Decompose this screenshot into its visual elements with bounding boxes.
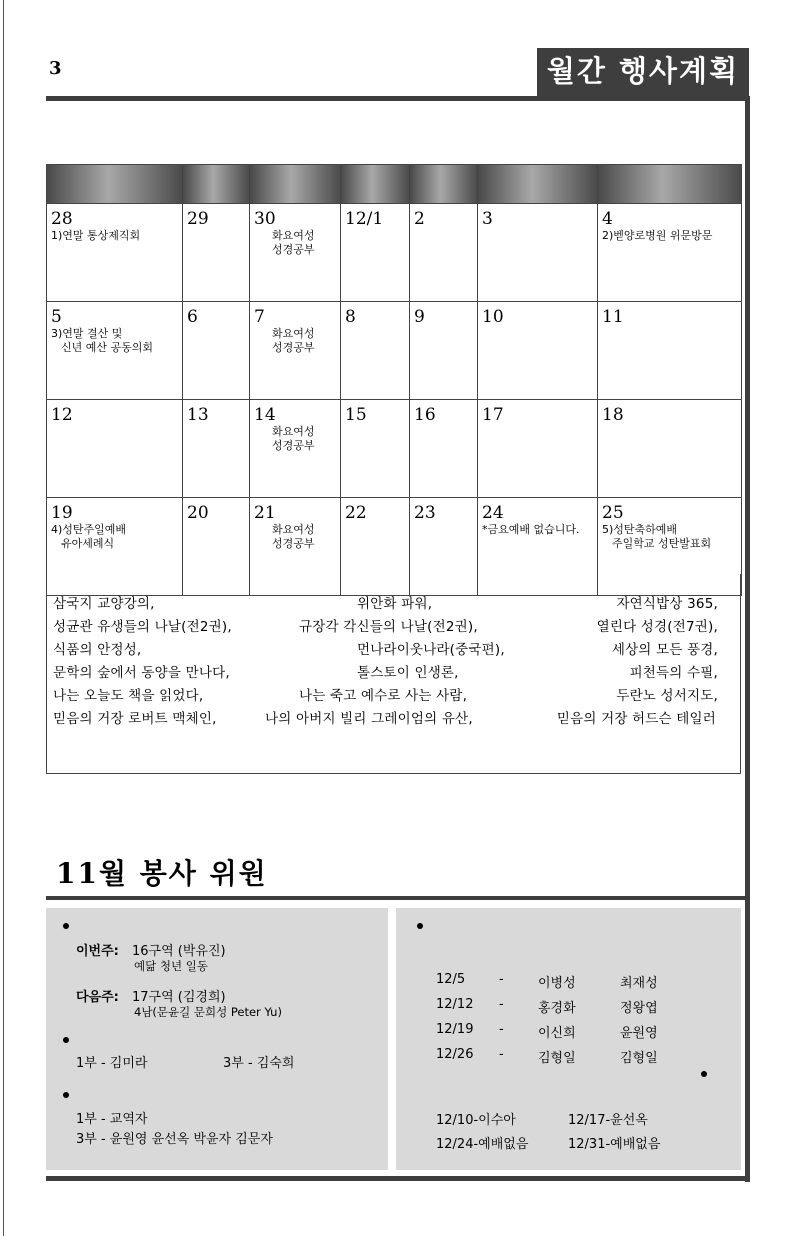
event-note: *금요예배 없습니다. — [482, 523, 580, 536]
next-week-district: 17구역 (김경희) — [132, 990, 226, 1005]
middle-divider — [46, 896, 749, 900]
calendar-week-row — [47, 302, 742, 400]
day-number: 12/1 — [345, 209, 384, 229]
calendar-day-cell — [183, 400, 250, 498]
event-note: 신년 예산 공동의회 — [61, 341, 154, 354]
bullet-icon — [63, 923, 69, 929]
day-number: 5 — [51, 307, 62, 327]
day-number: 30 — [254, 209, 276, 229]
calendar-day-cell — [478, 302, 598, 400]
event-note: 3)연말 결산 및 — [51, 327, 123, 340]
calendar-day-cell — [250, 204, 341, 302]
book-title: 위안화 파워, — [357, 596, 433, 612]
page-frame-line — [3, 0, 4, 1236]
day-number: 14 — [254, 405, 276, 425]
event-note: 화요여성 — [272, 425, 315, 438]
day-number: 15 — [345, 405, 367, 425]
calendar-week-row — [47, 400, 742, 498]
this-week-district: 16구역 (박유진) — [132, 944, 226, 959]
event-note: 2)벧양로병원 위문방문 — [602, 229, 713, 242]
book-title: 먼나라이웃나라(중국편), — [357, 642, 505, 658]
event-note: 4)성탄주일예배 — [51, 523, 127, 536]
day-number: 12 — [51, 405, 73, 425]
book-title: 믿음의 거장 로버트 맥체인, — [53, 711, 217, 727]
this-week-label: 이번주: — [76, 944, 119, 959]
next-week-label: 다음주: — [76, 990, 119, 1005]
day-number: 25 — [602, 503, 624, 523]
book-title: 자연식밥상 365, — [616, 596, 718, 612]
calendar-day-cell — [478, 204, 598, 302]
book-title: 나는 죽고 예수로 사는 사람, — [299, 688, 468, 704]
schedule-name2: 최재성 — [620, 976, 658, 991]
calendar-day-cell — [341, 204, 410, 302]
schedule-name1: 이신희 — [538, 1026, 576, 1041]
this-week-group: 예닮 청년 일동 — [134, 959, 208, 973]
schedule-name2: 윤원영 — [620, 1026, 658, 1041]
event-note: 주일학교 성탄발표회 — [612, 537, 712, 550]
extra-schedule-entry: 12/31-예배없음 — [568, 1137, 661, 1152]
day-number: 21 — [254, 503, 276, 523]
weekday-header — [47, 165, 183, 204]
schedule-date: 12/19 — [436, 1022, 474, 1037]
day-number: 22 — [345, 503, 367, 523]
day-number: 9 — [414, 307, 425, 327]
schedule-dash: - — [499, 972, 504, 987]
next-week-group: 4남(문윤길 문희성 Peter Yu) — [134, 1005, 282, 1019]
schedule-name1: 김형일 — [538, 1051, 576, 1066]
day-number: 24 — [482, 503, 504, 523]
event-note: 성경공부 — [272, 439, 315, 452]
calendar-day-cell — [410, 302, 478, 400]
day-number: 4 — [602, 209, 613, 229]
weekday-header — [478, 165, 598, 204]
service-third: 3부 - 김숙희 — [223, 1056, 295, 1071]
calendar-week-row — [47, 204, 742, 302]
calendar-day-cell — [341, 302, 410, 400]
day-number: 3 — [482, 209, 493, 229]
event-note: 1)연말 통상제직회 — [51, 229, 141, 242]
calendar-day-cell — [598, 400, 742, 498]
calendar-day-cell — [47, 302, 183, 400]
book-title: 톨스토이 인생론, — [357, 665, 459, 681]
day-number: 16 — [414, 405, 436, 425]
weekday-header — [410, 165, 478, 204]
weekday-header — [341, 165, 410, 204]
service-box-right — [396, 908, 741, 1170]
extra-schedule-entry: 12/24-예배없음 — [436, 1137, 529, 1152]
day-number: 13 — [187, 405, 209, 425]
weekday-header — [183, 165, 250, 204]
event-note: 화요여성 — [272, 523, 315, 536]
schedule-date: 12/12 — [436, 997, 474, 1012]
day-number: 17 — [482, 405, 504, 425]
calendar-day-cell — [250, 302, 341, 400]
schedule-dash: - — [499, 1047, 504, 1062]
service-section-title: 11월 봉사 위원 — [56, 857, 268, 890]
event-note: 5)성탄축하예배 — [602, 523, 678, 536]
event-note: 성경공부 — [272, 537, 315, 550]
bullet-icon — [63, 1092, 69, 1098]
service-box-left — [46, 908, 388, 1170]
weekday-header — [250, 165, 341, 204]
book-title: 규장각 각신들의 나날(전2권), — [299, 619, 478, 635]
service-first: 1부 - 김미라 — [76, 1056, 148, 1071]
calendar-day-cell — [47, 204, 183, 302]
schedule-date: 12/26 — [436, 1047, 474, 1062]
schedule-name2: 김형일 — [620, 1051, 658, 1066]
right-divider — [745, 96, 750, 1182]
top-divider — [46, 96, 749, 101]
page-number: 3 — [49, 58, 62, 79]
book-title: 두란노 성서지도, — [616, 688, 718, 704]
monthly-calendar — [46, 164, 742, 596]
schedule-dash: - — [499, 1022, 504, 1037]
day-number: 28 — [51, 209, 73, 229]
book-title: 믿음의 거장 허드슨 테일러 — [556, 711, 716, 727]
schedule-name2: 정왕엽 — [620, 1001, 658, 1016]
day-number: 6 — [187, 307, 198, 327]
day-number: 10 — [482, 307, 504, 327]
calendar-day-cell — [183, 302, 250, 400]
bullet-icon — [63, 1037, 69, 1043]
day-number: 8 — [345, 307, 356, 327]
book-title: 피천득의 수필, — [629, 665, 718, 681]
page-title: 월간 행사계획 — [537, 48, 749, 96]
day-number: 20 — [187, 503, 209, 523]
schedule-name1: 홍경화 — [538, 1001, 576, 1016]
calendar-day-cell — [410, 400, 478, 498]
calendar-header-row — [47, 165, 742, 204]
event-note: 화요여성 — [272, 229, 315, 242]
calendar-day-cell — [598, 204, 742, 302]
bullet-icon — [417, 923, 423, 929]
bottom-divider — [46, 1176, 749, 1181]
bullet-icon — [701, 1071, 707, 1077]
teacher-first: 1부 - 교역자 — [76, 1112, 148, 1127]
book-title: 식품의 안정성, — [53, 642, 142, 658]
book-title: 삼국지 교양강의, — [53, 596, 155, 612]
schedule-name1: 이병성 — [538, 976, 576, 991]
schedule-dash: - — [499, 997, 504, 1012]
calendar-day-cell — [410, 204, 478, 302]
teacher-third: 3부 - 윤원영 윤선옥 박윤자 김문자 — [76, 1132, 273, 1147]
day-number: 18 — [602, 405, 624, 425]
extra-schedule-entry: 12/17-윤선옥 — [568, 1113, 648, 1128]
extra-schedule-entry: 12/10-이수아 — [436, 1113, 516, 1128]
event-note: 성경공부 — [272, 341, 315, 354]
book-title: 나는 오늘도 책을 읽었다, — [53, 688, 204, 704]
event-note: 성경공부 — [272, 243, 315, 256]
event-note: 유아세례식 — [61, 537, 115, 550]
calendar-day-cell — [250, 400, 341, 498]
day-number: 29 — [187, 209, 209, 229]
calendar-day-cell — [478, 400, 598, 498]
calendar-day-cell — [598, 302, 742, 400]
weekday-header — [598, 165, 742, 204]
day-number: 11 — [602, 307, 624, 327]
book-title: 문학의 숲에서 동양을 만나다, — [53, 665, 230, 681]
calendar-day-cell — [341, 400, 410, 498]
day-number: 7 — [254, 307, 265, 327]
book-title: 세상의 모든 풍경, — [611, 642, 718, 658]
schedule-date: 12/5 — [436, 972, 466, 987]
book-title: 열린다 성경(전7권), — [596, 619, 718, 635]
day-number: 2 — [414, 209, 425, 229]
event-note: 화요여성 — [272, 327, 315, 340]
day-number: 19 — [51, 503, 73, 523]
book-title: 나의 아버지 빌리 그레이엄의 유산, — [265, 711, 473, 727]
recommended-books — [46, 574, 741, 774]
calendar-day-cell — [183, 204, 250, 302]
calendar-day-cell — [47, 400, 183, 498]
day-number: 23 — [414, 503, 436, 523]
book-title: 성균관 유생들의 나날(전2권), — [53, 619, 232, 635]
